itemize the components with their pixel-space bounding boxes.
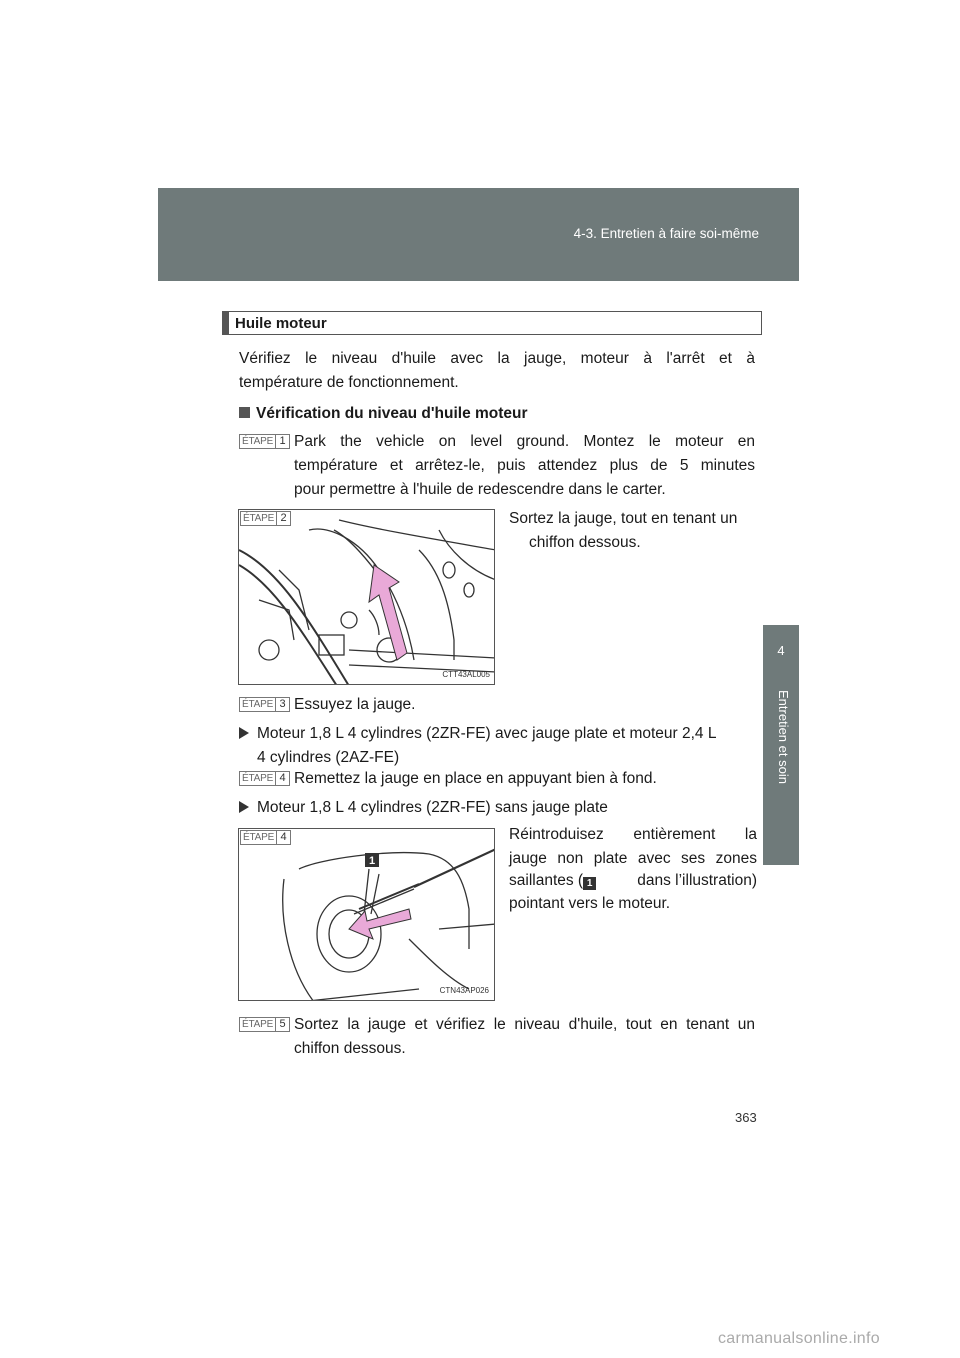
step-badge-4b: ÉTAPE 4 — [240, 830, 291, 845]
step4b-line2: jauge non plate avec ses zones — [509, 850, 757, 867]
bullet-engine-2zr-flat-line2: 4 cylindres (2AZ-FE) — [257, 749, 400, 766]
chapter-label: Entretien et soin — [776, 690, 791, 784]
step-badge-2: ÉTAPE 2 — [240, 511, 291, 526]
step4b-line4: pointant vers le moteur. — [509, 895, 671, 912]
step1-line3: pour permettre à l'huile de redescendre dans le carter. — [294, 481, 666, 498]
step5-line2: chiffon dessous. — [294, 1040, 406, 1057]
step-badge-3: ÉTAPE 3 — [239, 697, 290, 712]
watermark: carmanualsonline.info — [718, 1330, 880, 1347]
triangle-bullet-icon — [239, 801, 249, 813]
bullet-engine-2zr-nonflat: Moteur 1,8 L 4 cylindres (2ZR-FE) sans jauge plate — [239, 796, 759, 820]
step3-text: Essuyez la jauge. — [294, 696, 416, 713]
insert-arrow-icon — [349, 909, 411, 939]
intro-line-1: Vérifiez le niveau d'huile avec la jauge, moteur à l'arrêt et à — [239, 350, 755, 367]
square-bullet-icon — [239, 407, 250, 418]
subheading: Vérification du niveau d'huile moteur — [239, 405, 528, 423]
step-badge-5: ÉTAPE 5 — [239, 1017, 290, 1032]
heading-text: Huile moteur — [235, 315, 327, 332]
triangle-bullet-icon — [239, 727, 249, 739]
step1-line2: température et arrêtez-le, puis attendez plus de 5 minutes — [294, 457, 755, 474]
step2-line1: Sortez la jauge, tout en tenant un — [509, 510, 738, 527]
section-title: 4-3. Entretien à faire soi-même — [573, 226, 759, 241]
step2-line2: chiffon dessous. — [529, 534, 641, 551]
heading-accent — [223, 312, 229, 334]
step5-line1: Sortez la jauge et vérifiez le niveau d'huile, tout en tenant un — [294, 1016, 755, 1033]
step1-line1: Park the vehicle on level ground. Montez le moteur en — [294, 433, 755, 450]
callout-badge-inline: 1 — [583, 877, 596, 890]
figure-engine-dipstick-removal — [238, 509, 495, 685]
section-header — [158, 188, 799, 281]
chapter-number: 4 — [777, 643, 785, 658]
step-badge-1: ÉTAPE 1 — [239, 434, 290, 449]
figure-code-2: CTN43AP026 — [439, 986, 489, 995]
step4a-text: Remettez la jauge en place en appuyant bien à fond. — [294, 770, 657, 787]
step4b-line1: Réintroduisez entièrement la — [509, 826, 757, 843]
intro-line-2: température de fonctionnement. — [239, 374, 459, 391]
bullet-engine-2zr-flat: Moteur 1,8 L 4 cylindres (2ZR-FE) avec jauge plate et moteur 2,4 L — [239, 722, 759, 746]
figure-dipstick-insertion — [238, 828, 495, 1001]
figure-code-1: CTT43AL005 — [442, 670, 490, 679]
engine-illustration-1 — [239, 510, 495, 685]
page-number: 363 — [735, 1110, 757, 1125]
callout-number: 1 — [368, 855, 376, 867]
step4b-line3: saillantes ( 1 dans l’illustration) — [509, 872, 757, 889]
section-heading — [222, 311, 762, 335]
engine-illustration-2 — [239, 829, 495, 1001]
step-badge-4a: ÉTAPE 4 — [239, 771, 290, 786]
